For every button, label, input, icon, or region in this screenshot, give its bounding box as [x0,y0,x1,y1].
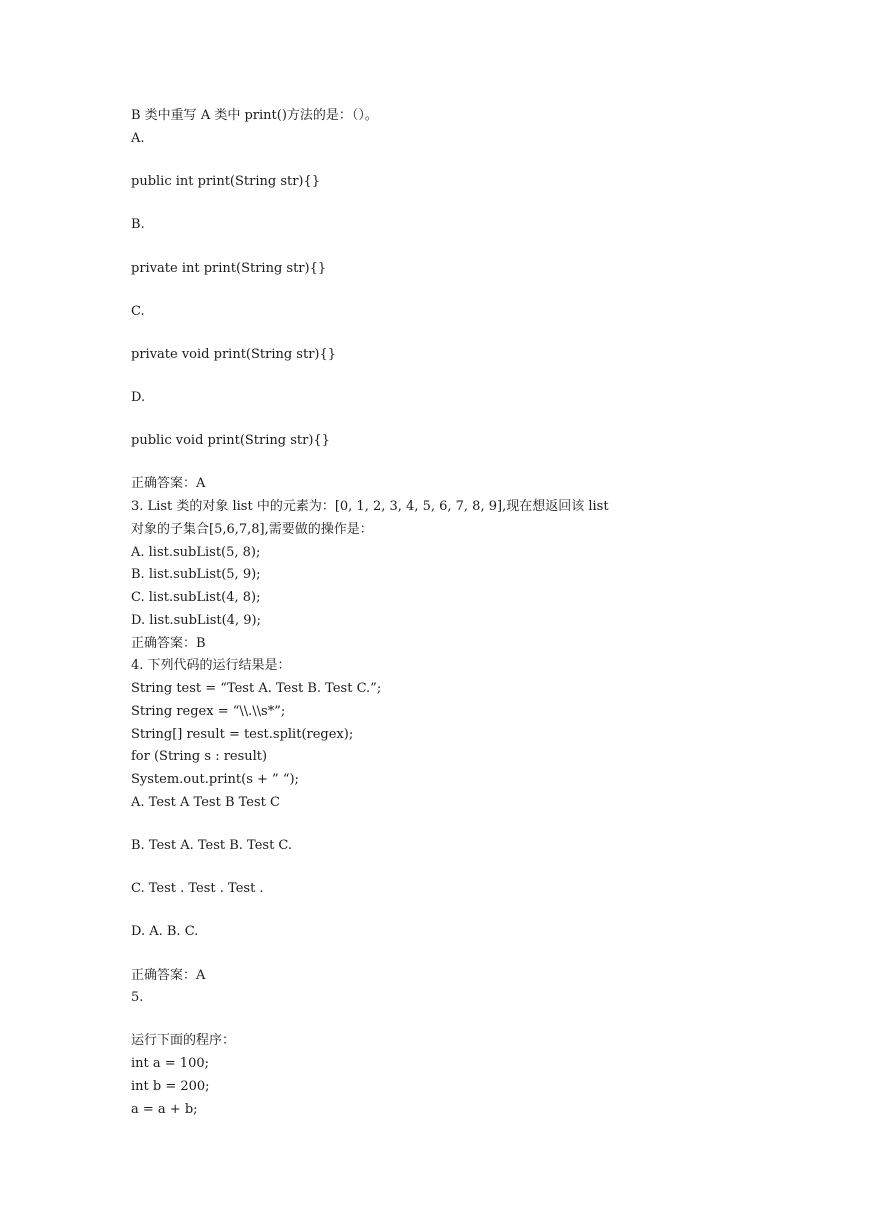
q3-option-d: D. list.subList(4, 9); [131,613,261,628]
q4-code-line-5: System.out.print(s + ” “); [131,772,299,787]
q4-option-d: D. A. B. C. [131,924,199,939]
q3-stem-line2: 对象的子集合[5,6,7,8],需要做的操作是： [131,522,373,537]
q4-stem: 4. 下列代码的运行结果是： [131,658,291,673]
q3-answer: 正确答案：B [131,636,206,651]
q4-answer: 正确答案：A [131,968,206,983]
q4-code-line-1: String test = “Test A. Test B. Test C.”; [131,681,382,696]
q2-option-c-label: C. [131,304,145,319]
q4-code-line-4: for (String s : result) [131,749,268,764]
q4-option-a: A. Test A Test B Test C [131,795,280,810]
q3-option-c: C. list.subList(4, 8); [131,590,261,605]
q5-code-line-3: a = a + b; [131,1102,198,1117]
q2-option-a-label: A. [131,131,145,146]
q2-option-b-label: B. [131,217,145,232]
q4-code-line-3: String[] result = test.split(regex); [131,727,354,742]
q2-option-d-code: public void print(String str){} [131,433,330,448]
q5-code-line-1: int a = 100; [131,1056,209,1071]
q3-option-a: A. list.subList(5, 8); [131,545,261,560]
q3-stem-line1: 3. List 类的对象 list 中的元素为：[0, 1, 2, 3, 4, 5, 6, 7, 8, 9],现在想返回该 list [131,499,609,514]
q5-code-line-2: int b = 200; [131,1079,210,1094]
q2-option-c-code: private void print(String str){} [131,347,337,362]
q5-number: 5. [131,990,144,1005]
q2-option-a-code: public int print(String str){} [131,174,321,189]
q2-option-d-label: D. [131,390,146,405]
q4-option-b: B. Test A. Test B. Test C. [131,838,293,853]
q4-code-line-2: String regex = “\\.\\s*”; [131,704,286,719]
q2-stem: B 类中重写 A 类中 print()方法的是：（）。 [131,108,378,123]
q2-answer: 正确答案：A [131,476,206,491]
q3-option-b: B. list.subList(5, 9); [131,567,261,582]
q5-stem: 运行下面的程序： [131,1033,236,1048]
q4-option-c: C. Test . Test . Test . [131,881,264,896]
q2-option-b-code: private int print(String str){} [131,261,327,276]
